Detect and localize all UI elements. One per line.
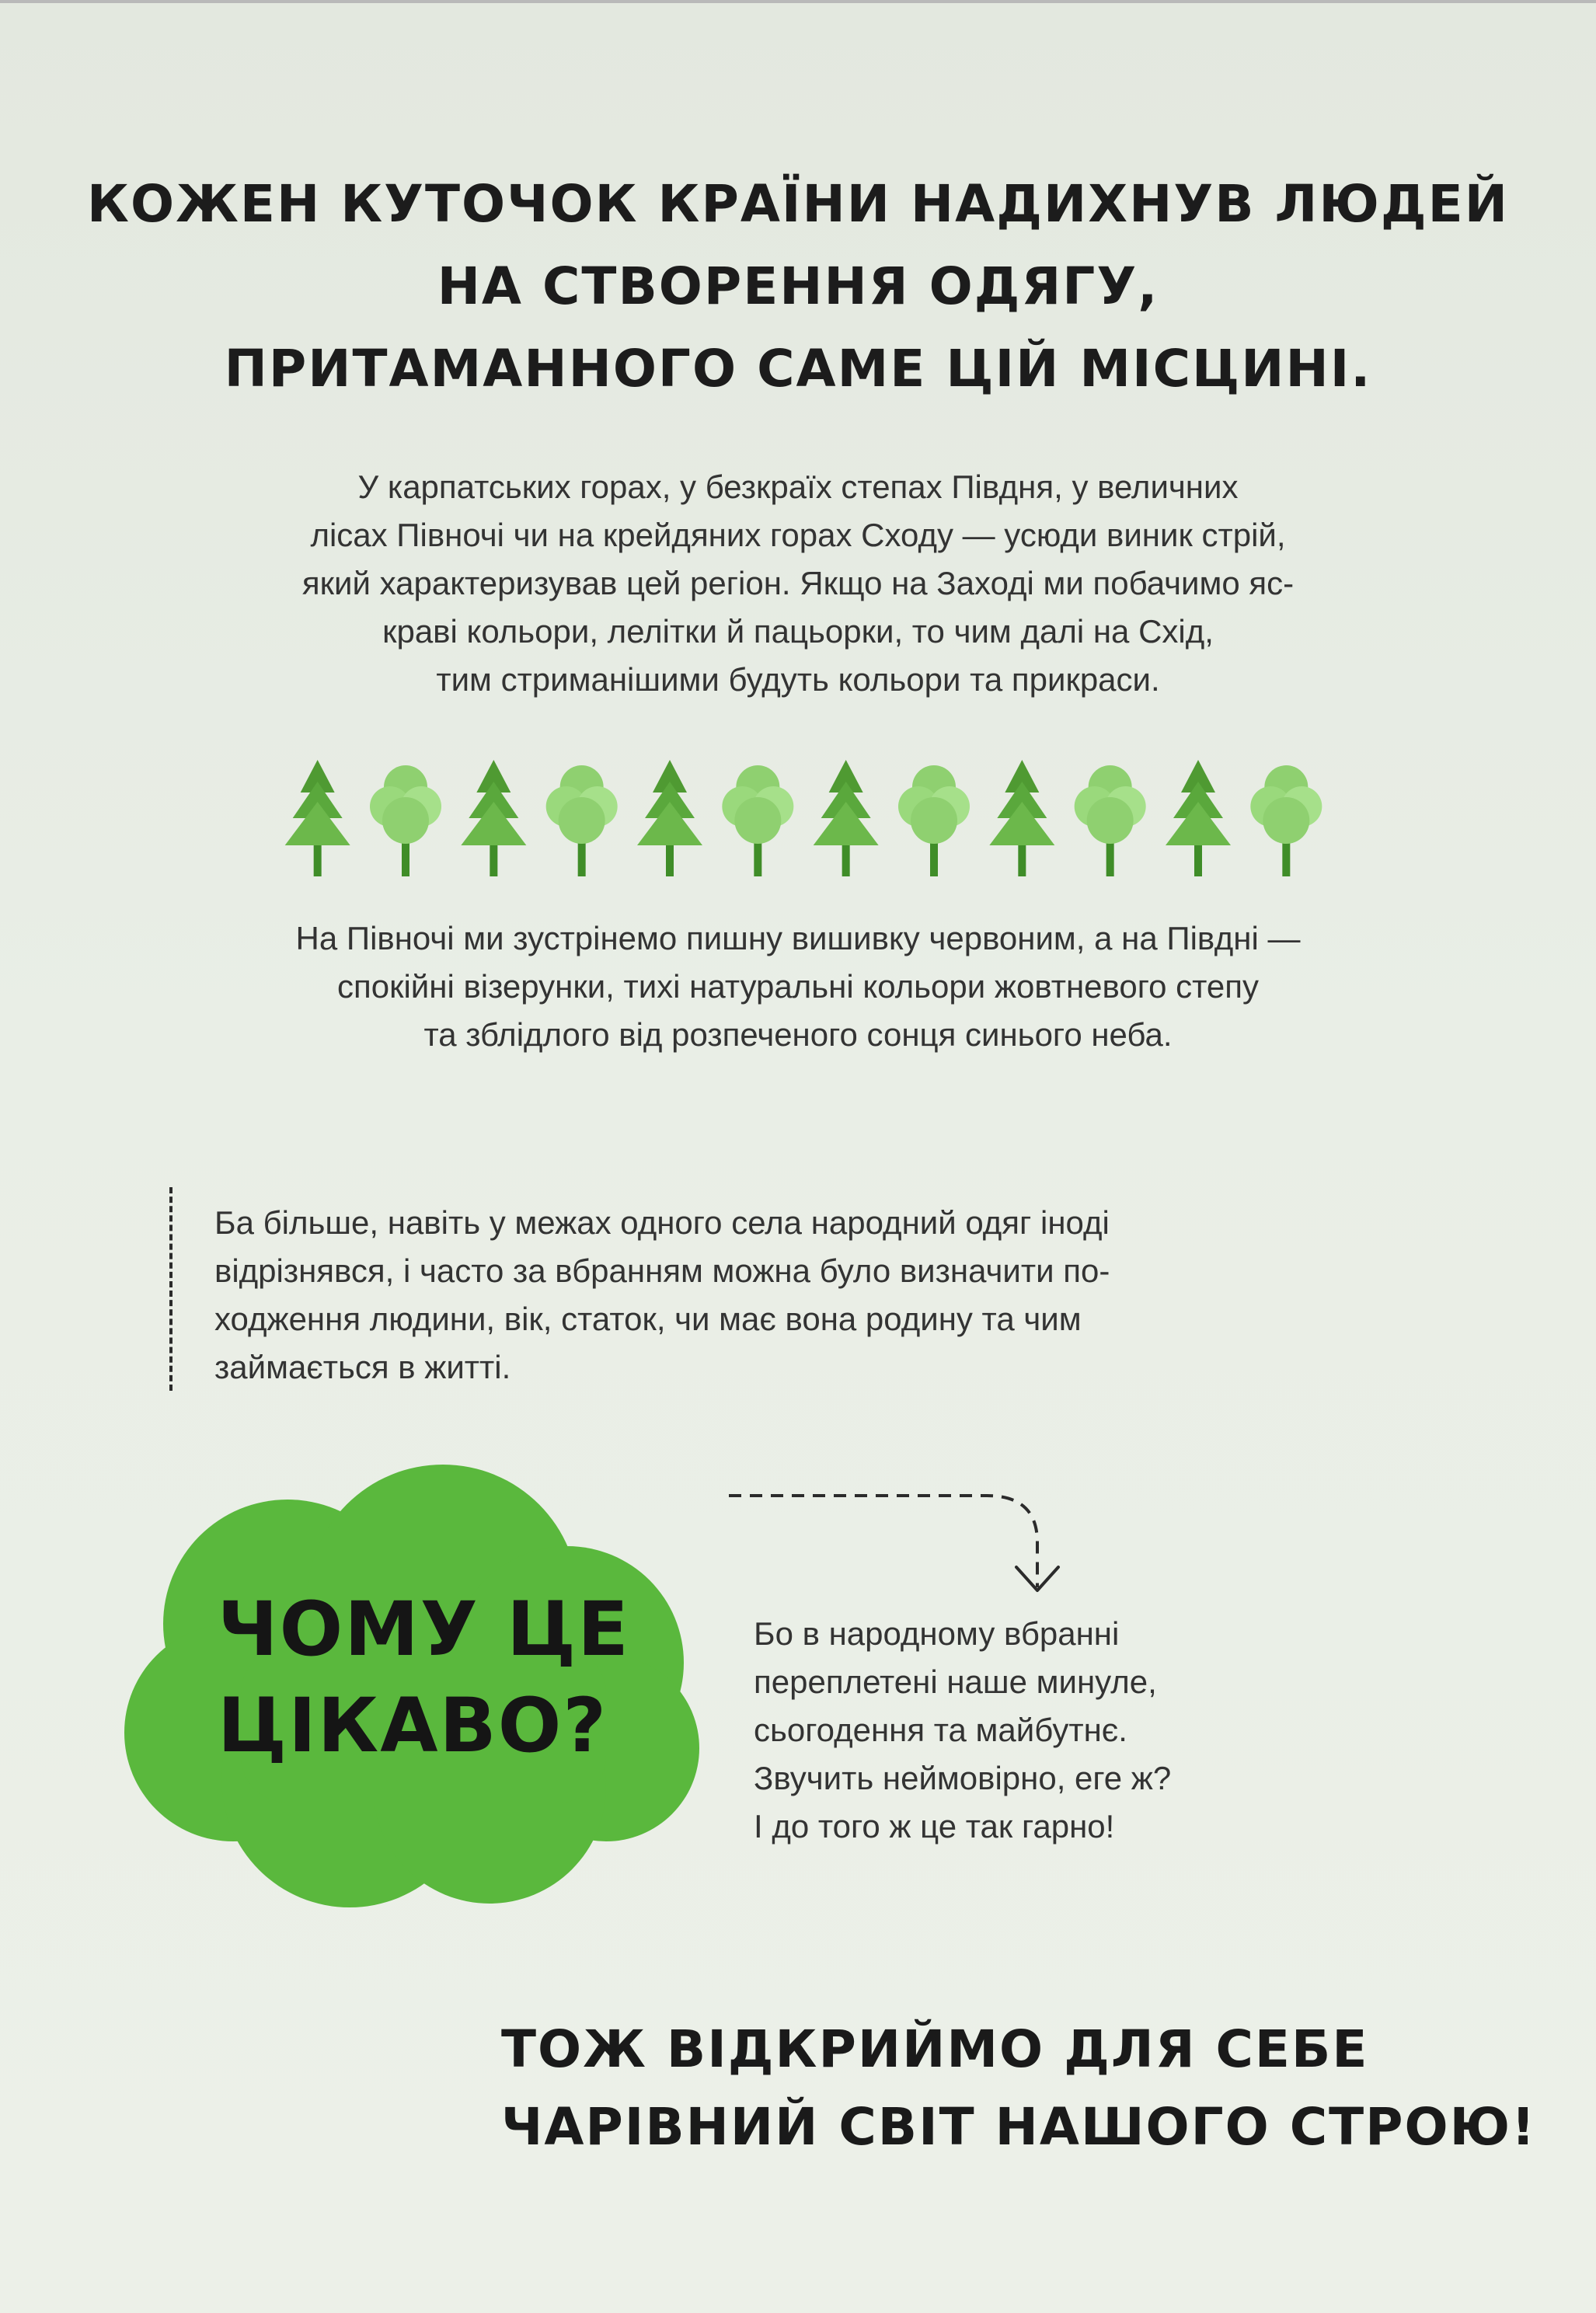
- closing-line: ЧАРІВНИЙ СВІТ НАШОГО СТРОЮ!: [501, 2097, 1537, 2157]
- fir-tree-icon: [637, 760, 702, 876]
- answer-line: сьогодення та майбутнє.: [754, 1712, 1127, 1748]
- round-tree-icon: [370, 765, 441, 876]
- closing-line: ТОЖ ВІДКРИЙМО ДЛЯ СЕБЕ: [501, 2019, 1369, 2079]
- why-title-line: ЦІКАВО?: [218, 1682, 608, 1769]
- fir-tree-icon: [461, 760, 526, 876]
- tree-row-illustration: [274, 752, 1330, 884]
- answer-paragraph: [754, 1610, 1171, 1851]
- fir-tree-icon: [1166, 760, 1231, 876]
- intro-paragraph: [155, 463, 1441, 704]
- answer-line: Звучить неймовірно, еге ж?: [754, 1760, 1172, 1796]
- north-south-line: На Півночі ми зустрінемо пишну вишивку червоним, а на Півдні —: [295, 920, 1301, 956]
- closing-headline: [501, 2011, 1536, 2166]
- quote-line: відрізнявся, і часто за вбранням можна було визначити по-: [214, 1252, 1110, 1289]
- round-tree-icon: [1250, 765, 1322, 876]
- quote-line: Ба більше, навіть у межах одного села народний одяг іноді: [214, 1204, 1110, 1241]
- dashed-arrow-icon: [723, 1480, 1072, 1597]
- quote-line: ходження людини, вік, статок, чи має вона родину та чим: [214, 1301, 1082, 1337]
- intro-line: лісах Півночі чи на крейдяних горах Сходу — усюди виник стрій,: [310, 517, 1286, 553]
- why-interesting-title: [218, 1581, 630, 1774]
- intro-line: тим стриманішими будуть кольори та прикраси.: [436, 661, 1160, 698]
- headline-line: ПРИТАМАННОГО САМЕ ЦІЙ МІСЦИНІ.: [224, 339, 1372, 399]
- fir-tree-icon: [989, 760, 1054, 876]
- answer-line: переплетені наше минуле,: [754, 1663, 1157, 1700]
- north-south-line: та зблідлого від розпеченого сонця синього неба.: [423, 1016, 1173, 1053]
- quote-line: займається в житті.: [214, 1349, 511, 1385]
- answer-line: І до того ж це так гарно!: [754, 1808, 1115, 1844]
- round-tree-icon: [1075, 765, 1146, 876]
- north-south-line: спокійні візерунки, тихі натуральні кольори жовтневого степу: [336, 968, 1259, 1005]
- intro-line: який характеризував цей регіон. Якщо на Заході ми побачимо яс-: [301, 565, 1295, 601]
- round-tree-icon: [722, 765, 793, 876]
- page-headline: [0, 163, 1596, 410]
- headline-line: НА СТВОРЕННЯ ОДЯГУ,: [437, 256, 1159, 316]
- fir-tree-icon: [285, 760, 350, 876]
- answer-line: Бо в народному вбранні: [754, 1615, 1120, 1652]
- quote-dashed-rule: [169, 1187, 172, 1391]
- page-top-edge: [0, 0, 1596, 3]
- why-title-line: ЧОМУ ЦЕ: [218, 1586, 630, 1673]
- fir-tree-icon: [814, 760, 879, 876]
- round-tree-icon: [898, 765, 970, 876]
- quote-paragraph: [214, 1199, 1110, 1392]
- intro-line: У карпатських горах, у безкраїх степах Півдня, у величних: [357, 469, 1239, 505]
- headline-line: КОЖЕН КУТОЧОК КРАЇНИ НАДИХНУВ ЛЮДЕЙ: [87, 174, 1509, 234]
- round-tree-icon: [546, 765, 618, 876]
- intro-line: краві кольори, лелітки й пацьорки, то чим далі на Схід,: [382, 613, 1214, 650]
- north-south-paragraph: [78, 914, 1518, 1059]
